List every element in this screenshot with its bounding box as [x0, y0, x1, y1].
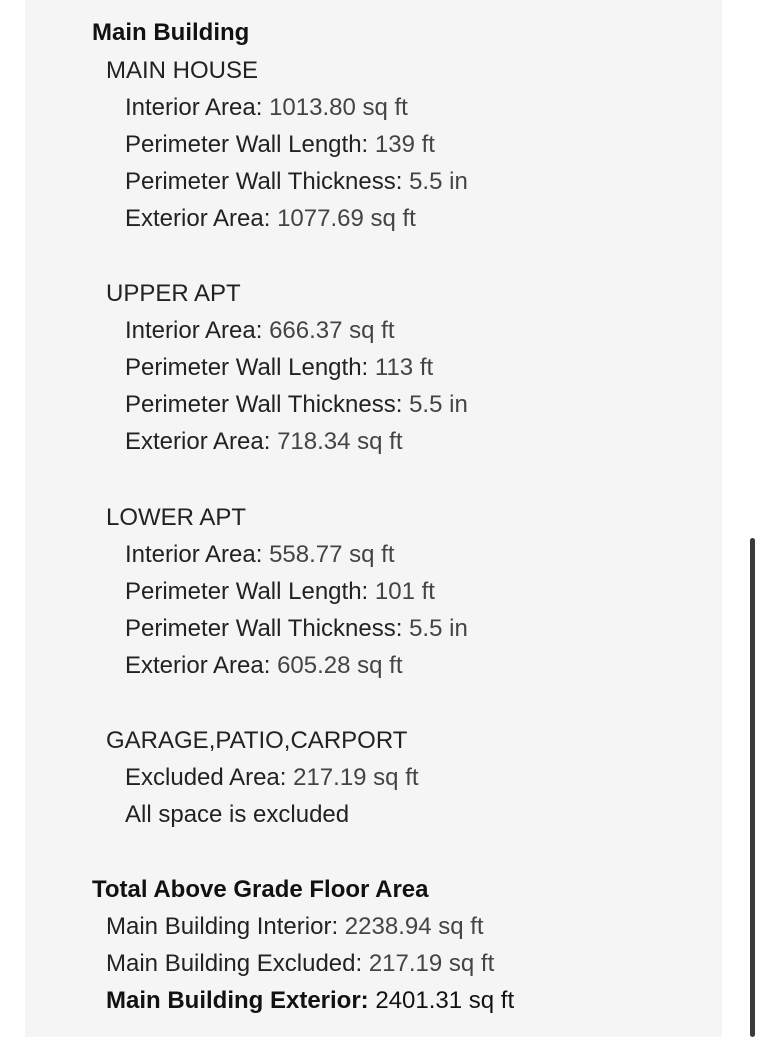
row-lower-apt-perimeter-length: Perimeter Wall Length: 101 ft — [125, 578, 435, 605]
row-main-house-interior: Interior Area: 1013.80 sq ft — [125, 94, 408, 121]
row-main-house-exterior: Exterior Area: 1077.69 sq ft — [125, 205, 416, 232]
section-name-upper-apt: UPPER APT — [106, 280, 241, 307]
row-upper-apt-perimeter-length: Perimeter Wall Length: 113 ft — [125, 354, 434, 381]
garage-excluded-note: All space is excluded — [125, 801, 350, 828]
row-lower-apt-exterior: Exterior Area: 605.28 sq ft — [125, 652, 403, 679]
vertical-scrollbar[interactable] — [750, 538, 755, 1037]
row-total-exterior: Main Building Exterior: 2401.31 sq ft — [106, 987, 515, 1014]
section-name-lower-apt: LOWER APT — [106, 504, 247, 531]
row-upper-apt-exterior: Exterior Area: 718.34 sq ft — [125, 428, 403, 455]
row-total-interior: Main Building Interior: 2238.94 sq ft — [106, 913, 484, 940]
totals-title: Total Above Grade Floor Area — [92, 876, 429, 903]
row-lower-apt-interior: Interior Area: 558.77 sq ft — [125, 541, 395, 568]
row-upper-apt-wall-thickness: Perimeter Wall Thickness: 5.5 in — [125, 391, 468, 418]
main-building-title: Main Building — [92, 19, 250, 46]
section-name-main-house: MAIN HOUSE — [106, 57, 259, 84]
row-garage-excluded-area: Excluded Area: 217.19 sq ft — [125, 764, 419, 791]
row-upper-apt-interior: Interior Area: 666.37 sq ft — [125, 317, 395, 344]
section-name-garage-patio-carport: GARAGE,PATIO,CARPORT — [106, 727, 408, 754]
row-lower-apt-wall-thickness: Perimeter Wall Thickness: 5.5 in — [125, 615, 468, 642]
row-main-house-wall-thickness: Perimeter Wall Thickness: 5.5 in — [125, 168, 468, 195]
row-main-house-perimeter-length: Perimeter Wall Length: 139 ft — [125, 131, 435, 158]
row-total-excluded: Main Building Excluded: 217.19 sq ft — [106, 950, 495, 977]
